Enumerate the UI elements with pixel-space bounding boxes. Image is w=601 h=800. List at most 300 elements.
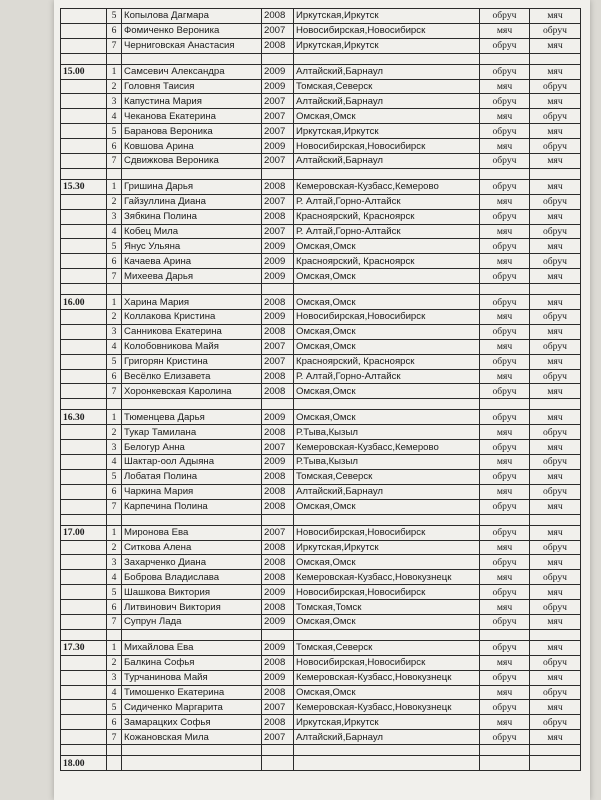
empty-cell: [480, 756, 530, 771]
empty-cell: [61, 310, 107, 325]
apparatus-2-cell: обруч: [530, 600, 581, 615]
empty-cell: [262, 53, 294, 64]
apparatus-2-cell: мяч: [530, 38, 581, 53]
name-cell: Шашкова Виктория: [122, 585, 262, 600]
empty-cell: [122, 168, 262, 179]
empty-cell: [61, 284, 107, 295]
participant-row: [61, 9, 581, 24]
name-cell: Чеканова Екатерина: [122, 109, 262, 124]
empty-cell: [61, 570, 107, 585]
apparatus-2-cell: обруч: [530, 109, 581, 124]
year-cell: 2008: [262, 540, 294, 555]
number-cell: 1: [107, 640, 122, 655]
number-cell: 3: [107, 324, 122, 339]
name-cell: Ковшова Арина: [122, 139, 262, 154]
name-cell: Карпечина Полина: [122, 499, 262, 514]
region-cell: Р.Тыва,Кызыл: [294, 425, 480, 440]
name-cell: Харина Мария: [122, 295, 262, 310]
time-slot-label: 17.30: [61, 640, 107, 655]
year-cell: 2007: [262, 730, 294, 745]
group-separator-row: [61, 514, 581, 525]
empty-cell: [107, 514, 122, 525]
number-cell: 1: [107, 179, 122, 194]
number-cell: 7: [107, 38, 122, 53]
empty-cell: [61, 384, 107, 399]
empty-cell: [61, 94, 107, 109]
region-cell: Алтайский,Барнаул: [294, 94, 480, 109]
apparatus-2-cell: обруч: [530, 425, 581, 440]
apparatus-1-cell: обруч: [480, 179, 530, 194]
number-cell: 1: [107, 295, 122, 310]
empty-cell: [294, 756, 480, 771]
region-cell: Алтайский,Барнаул: [294, 730, 480, 745]
name-cell: Кобец Мила: [122, 224, 262, 239]
region-cell: Омская,Омск: [294, 109, 480, 124]
region-cell: Кемеровская-Кузбасс,Новокузнецк: [294, 700, 480, 715]
empty-cell: [122, 514, 262, 525]
number-cell: 5: [107, 9, 122, 24]
name-cell: Тукар Тамилана: [122, 425, 262, 440]
empty-cell: [262, 284, 294, 295]
number-cell: 6: [107, 254, 122, 269]
apparatus-1-cell: обруч: [480, 209, 530, 224]
empty-cell: [61, 124, 107, 139]
number-cell: 5: [107, 469, 122, 484]
participant-row: [61, 310, 581, 325]
participant-row: [61, 700, 581, 715]
region-cell: Алтайский,Барнаул: [294, 154, 480, 169]
time-slot-label: 16.00: [61, 295, 107, 310]
apparatus-2-cell: мяч: [530, 700, 581, 715]
number-cell: 5: [107, 124, 122, 139]
number-cell: 4: [107, 339, 122, 354]
participant-row: [61, 715, 581, 730]
region-cell: Омская,Омск: [294, 685, 480, 700]
region-cell: Омская,Омск: [294, 339, 480, 354]
empty-cell: [61, 700, 107, 715]
year-cell: 2008: [262, 38, 294, 53]
empty-cell: [61, 514, 107, 525]
number-cell: 3: [107, 670, 122, 685]
name-cell: Шактар-оол Адыяна: [122, 455, 262, 470]
number-cell: 3: [107, 555, 122, 570]
number-cell: 2: [107, 79, 122, 94]
apparatus-2-cell: обруч: [530, 369, 581, 384]
empty-cell: [61, 139, 107, 154]
region-cell: Красноярский, Красноярск: [294, 354, 480, 369]
schedule-table: [60, 8, 581, 771]
region-cell: Красноярский, Красноярск: [294, 254, 480, 269]
apparatus-1-cell: обруч: [480, 384, 530, 399]
name-cell: Сидиченко Маргарита: [122, 700, 262, 715]
apparatus-1-cell: обруч: [480, 499, 530, 514]
time-slot-label: 18.00: [61, 756, 107, 771]
apparatus-1-cell: обруч: [480, 94, 530, 109]
year-cell: 2008: [262, 715, 294, 730]
empty-cell: [262, 629, 294, 640]
empty-cell: [61, 469, 107, 484]
year-cell: 2009: [262, 64, 294, 79]
region-cell: Кемеровская-Кузбасс,Новокузнецк: [294, 670, 480, 685]
region-cell: Новосибирская,Новосибирск: [294, 655, 480, 670]
region-cell: Омская,Омск: [294, 614, 480, 629]
number-cell: 7: [107, 499, 122, 514]
name-cell: Гайзуллина Диана: [122, 194, 262, 209]
apparatus-1-cell: мяч: [480, 224, 530, 239]
number-cell: 1: [107, 64, 122, 79]
empty-cell: [107, 629, 122, 640]
empty-cell: [122, 399, 262, 410]
region-cell: Новосибирская,Новосибирск: [294, 23, 480, 38]
apparatus-2-cell: мяч: [530, 209, 581, 224]
time-slot-label: 16.30: [61, 410, 107, 425]
participant-row: [61, 730, 581, 745]
apparatus-2-cell: мяч: [530, 640, 581, 655]
name-cell: Фомиченко Вероника: [122, 23, 262, 38]
apparatus-1-cell: мяч: [480, 369, 530, 384]
participant-row: [61, 455, 581, 470]
empty-cell: [122, 629, 262, 640]
year-cell: 2008: [262, 469, 294, 484]
year-cell: 2007: [262, 525, 294, 540]
number-cell: 7: [107, 614, 122, 629]
empty-cell: [107, 745, 122, 756]
apparatus-1-cell: обруч: [480, 555, 530, 570]
empty-cell: [530, 745, 581, 756]
apparatus-1-cell: мяч: [480, 79, 530, 94]
apparatus-2-cell: обруч: [530, 570, 581, 585]
apparatus-2-cell: обруч: [530, 254, 581, 269]
region-cell: Алтайский,Барнаул: [294, 64, 480, 79]
year-cell: 2008: [262, 9, 294, 24]
number-cell: 6: [107, 715, 122, 730]
apparatus-2-cell: мяч: [530, 670, 581, 685]
apparatus-2-cell: мяч: [530, 324, 581, 339]
apparatus-1-cell: мяч: [480, 310, 530, 325]
name-cell: Головня Таисия: [122, 79, 262, 94]
schedule-body: [61, 9, 581, 771]
participant-row: [61, 410, 581, 425]
participant-row: [61, 585, 581, 600]
apparatus-1-cell: мяч: [480, 484, 530, 499]
apparatus-1-cell: обруч: [480, 324, 530, 339]
apparatus-2-cell: обруч: [530, 139, 581, 154]
empty-cell: [294, 399, 480, 410]
empty-cell: [61, 354, 107, 369]
region-cell: Красноярский, Красноярск: [294, 209, 480, 224]
year-cell: 2009: [262, 79, 294, 94]
apparatus-2-cell: мяч: [530, 179, 581, 194]
empty-cell: [61, 440, 107, 455]
number-cell: 7: [107, 730, 122, 745]
name-cell: Литвинович Виктория: [122, 600, 262, 615]
year-cell: 2007: [262, 194, 294, 209]
name-cell: Коллакова Кристина: [122, 310, 262, 325]
empty-cell: [262, 514, 294, 525]
year-cell: 2008: [262, 484, 294, 499]
apparatus-2-cell: обруч: [530, 484, 581, 499]
region-cell: Омская,Омск: [294, 555, 480, 570]
year-cell: 2009: [262, 585, 294, 600]
year-cell: 2008: [262, 324, 294, 339]
apparatus-2-cell: мяч: [530, 64, 581, 79]
participant-row: [61, 224, 581, 239]
apparatus-1-cell: обруч: [480, 239, 530, 254]
empty-cell: [122, 756, 262, 771]
region-cell: Омская,Омск: [294, 384, 480, 399]
apparatus-1-cell: мяч: [480, 455, 530, 470]
number-cell: 7: [107, 154, 122, 169]
empty-cell: [262, 756, 294, 771]
participant-row: [61, 64, 581, 79]
group-separator-row: [61, 168, 581, 179]
empty-cell: [61, 670, 107, 685]
apparatus-1-cell: обруч: [480, 670, 530, 685]
region-cell: Алтайский,Барнаул: [294, 484, 480, 499]
number-cell: 5: [107, 239, 122, 254]
year-cell: 2009: [262, 269, 294, 284]
name-cell: Гришина Дарья: [122, 179, 262, 194]
participant-row: [61, 425, 581, 440]
year-cell: 2007: [262, 154, 294, 169]
number-cell: 3: [107, 94, 122, 109]
apparatus-1-cell: обруч: [480, 269, 530, 284]
document-page: [54, 0, 590, 800]
name-cell: Супрун Лада: [122, 614, 262, 629]
number-cell: 7: [107, 269, 122, 284]
year-cell: 2007: [262, 354, 294, 369]
year-cell: 2008: [262, 499, 294, 514]
name-cell: Лобатая Полина: [122, 469, 262, 484]
participant-row: [61, 600, 581, 615]
year-cell: 2008: [262, 600, 294, 615]
name-cell: Турчанинова Майя: [122, 670, 262, 685]
year-cell: 2008: [262, 555, 294, 570]
apparatus-1-cell: обруч: [480, 525, 530, 540]
number-cell: 3: [107, 209, 122, 224]
region-cell: Томская,Северск: [294, 469, 480, 484]
apparatus-2-cell: мяч: [530, 614, 581, 629]
region-cell: Новосибирская,Новосибирск: [294, 525, 480, 540]
apparatus-1-cell: обруч: [480, 64, 530, 79]
apparatus-1-cell: обруч: [480, 700, 530, 715]
apparatus-2-cell: обруч: [530, 194, 581, 209]
region-cell: Новосибирская,Новосибирск: [294, 310, 480, 325]
apparatus-1-cell: обруч: [480, 469, 530, 484]
empty-cell: [480, 168, 530, 179]
year-cell: 2009: [262, 139, 294, 154]
name-cell: Белогур Анна: [122, 440, 262, 455]
participant-row: [61, 354, 581, 369]
number-cell: 6: [107, 139, 122, 154]
year-cell: 2007: [262, 94, 294, 109]
empty-cell: [61, 194, 107, 209]
year-cell: 2008: [262, 295, 294, 310]
year-cell: 2009: [262, 410, 294, 425]
empty-cell: [61, 53, 107, 64]
apparatus-1-cell: мяч: [480, 540, 530, 555]
apparatus-2-cell: обруч: [530, 23, 581, 38]
name-cell: Колобовникова Майя: [122, 339, 262, 354]
year-cell: 2008: [262, 384, 294, 399]
year-cell: 2008: [262, 369, 294, 384]
empty-cell: [61, 745, 107, 756]
empty-cell: [61, 224, 107, 239]
number-cell: 1: [107, 410, 122, 425]
name-cell: Санникова Екатерина: [122, 324, 262, 339]
year-cell: 2008: [262, 425, 294, 440]
number-cell: 6: [107, 23, 122, 38]
empty-cell: [122, 53, 262, 64]
empty-cell: [61, 655, 107, 670]
year-cell: 2007: [262, 339, 294, 354]
number-cell: 2: [107, 425, 122, 440]
empty-cell: [61, 209, 107, 224]
apparatus-1-cell: мяч: [480, 339, 530, 354]
empty-cell: [480, 284, 530, 295]
time-slot-label: 17.00: [61, 525, 107, 540]
apparatus-2-cell: мяч: [530, 154, 581, 169]
apparatus-2-cell: мяч: [530, 354, 581, 369]
name-cell: Боброва Владислава: [122, 570, 262, 585]
name-cell: Капустина Мария: [122, 94, 262, 109]
number-cell: 4: [107, 455, 122, 470]
number-cell: 2: [107, 310, 122, 325]
year-cell: 2007: [262, 23, 294, 38]
apparatus-2-cell: мяч: [530, 384, 581, 399]
number-cell: 4: [107, 570, 122, 585]
apparatus-1-cell: мяч: [480, 254, 530, 269]
group-separator-row: [61, 53, 581, 64]
empty-cell: [61, 369, 107, 384]
name-cell: Весёлко Елизавета: [122, 369, 262, 384]
empty-cell: [61, 499, 107, 514]
time-slot-row: [61, 756, 581, 771]
empty-cell: [480, 53, 530, 64]
empty-cell: [480, 514, 530, 525]
time-slot-label: 15.30: [61, 179, 107, 194]
participant-row: [61, 295, 581, 310]
apparatus-1-cell: мяч: [480, 425, 530, 440]
number-cell: 2: [107, 194, 122, 209]
empty-cell: [530, 514, 581, 525]
apparatus-2-cell: обруч: [530, 224, 581, 239]
number-cell: 5: [107, 354, 122, 369]
empty-cell: [61, 555, 107, 570]
empty-cell: [294, 745, 480, 756]
participant-row: [61, 640, 581, 655]
apparatus-1-cell: мяч: [480, 194, 530, 209]
apparatus-1-cell: мяч: [480, 109, 530, 124]
apparatus-2-cell: мяч: [530, 269, 581, 284]
empty-cell: [294, 168, 480, 179]
apparatus-2-cell: мяч: [530, 295, 581, 310]
name-cell: Качаева Арина: [122, 254, 262, 269]
region-cell: Кемеровская-Кузбасс,Кемерово: [294, 179, 480, 194]
year-cell: 2009: [262, 239, 294, 254]
empty-cell: [262, 399, 294, 410]
apparatus-2-cell: обруч: [530, 79, 581, 94]
name-cell: Михеева Дарья: [122, 269, 262, 284]
number-cell: 4: [107, 109, 122, 124]
participant-row: [61, 269, 581, 284]
year-cell: 2007: [262, 124, 294, 139]
participant-row: [61, 685, 581, 700]
empty-cell: [294, 514, 480, 525]
apparatus-2-cell: обруч: [530, 715, 581, 730]
apparatus-2-cell: обруч: [530, 310, 581, 325]
participant-row: [61, 23, 581, 38]
region-cell: Омская,Омск: [294, 295, 480, 310]
year-cell: 2009: [262, 640, 294, 655]
name-cell: Янус Ульяна: [122, 239, 262, 254]
empty-cell: [262, 745, 294, 756]
apparatus-2-cell: мяч: [530, 730, 581, 745]
participant-row: [61, 38, 581, 53]
number-cell: 4: [107, 224, 122, 239]
region-cell: Р.Тыва,Кызыл: [294, 455, 480, 470]
apparatus-1-cell: обруч: [480, 585, 530, 600]
empty-cell: [122, 745, 262, 756]
participant-row: [61, 570, 581, 585]
region-cell: Р. Алтай,Горно-Алтайск: [294, 194, 480, 209]
year-cell: 2009: [262, 310, 294, 325]
apparatus-1-cell: обруч: [480, 295, 530, 310]
empty-cell: [61, 168, 107, 179]
apparatus-2-cell: мяч: [530, 410, 581, 425]
number-cell: 3: [107, 440, 122, 455]
number-cell: 6: [107, 369, 122, 384]
participant-row: [61, 124, 581, 139]
participant-row: [61, 369, 581, 384]
number-cell: 7: [107, 384, 122, 399]
region-cell: Кемеровская-Кузбасс,Новокузнецк: [294, 570, 480, 585]
number-cell: 6: [107, 484, 122, 499]
apparatus-2-cell: обруч: [530, 455, 581, 470]
participant-row: [61, 179, 581, 194]
name-cell: Балкина Софья: [122, 655, 262, 670]
apparatus-2-cell: мяч: [530, 440, 581, 455]
empty-cell: [294, 53, 480, 64]
name-cell: Захарченко Диана: [122, 555, 262, 570]
apparatus-1-cell: обруч: [480, 614, 530, 629]
apparatus-1-cell: мяч: [480, 570, 530, 585]
empty-cell: [61, 239, 107, 254]
empty-cell: [61, 339, 107, 354]
participant-row: [61, 670, 581, 685]
number-cell: 2: [107, 655, 122, 670]
participant-row: [61, 94, 581, 109]
apparatus-1-cell: обруч: [480, 9, 530, 24]
year-cell: 2008: [262, 179, 294, 194]
apparatus-1-cell: обруч: [480, 354, 530, 369]
apparatus-1-cell: мяч: [480, 685, 530, 700]
empty-cell: [480, 629, 530, 640]
participant-row: [61, 79, 581, 94]
apparatus-2-cell: обруч: [530, 655, 581, 670]
participant-row: [61, 499, 581, 514]
empty-cell: [61, 629, 107, 640]
year-cell: 2009: [262, 670, 294, 685]
participant-row: [61, 655, 581, 670]
empty-cell: [480, 399, 530, 410]
empty-cell: [480, 745, 530, 756]
number-cell: 1: [107, 525, 122, 540]
region-cell: Новосибирская,Новосибирск: [294, 139, 480, 154]
empty-cell: [61, 254, 107, 269]
year-cell: 2009: [262, 254, 294, 269]
apparatus-2-cell: мяч: [530, 525, 581, 540]
